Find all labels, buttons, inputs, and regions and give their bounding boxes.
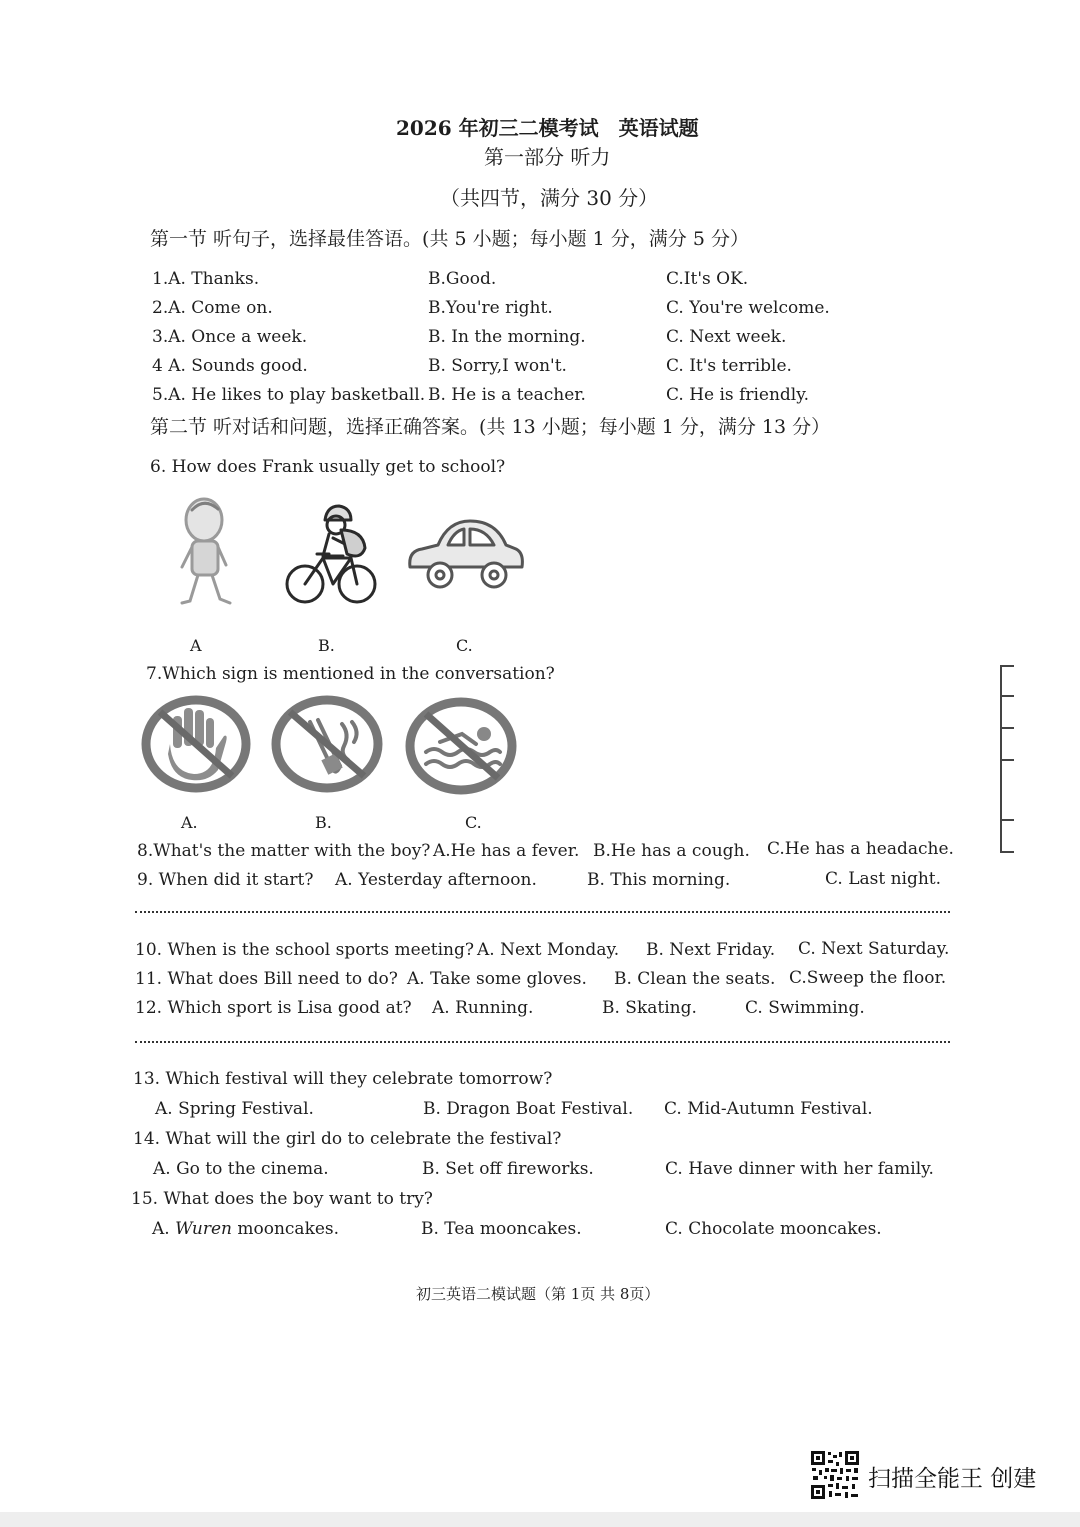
q12-question: 12. Which sport is Lisa good at?: [135, 998, 412, 1018]
q7-label-b: B.: [315, 813, 332, 832]
q15-option-a-italic: Wuren: [175, 1219, 232, 1239]
q3-option-b: B. In the morning.: [428, 327, 586, 347]
q9-option-a: A. Yesterday afternoon.: [335, 870, 537, 890]
section2-heading: 第二节 听对话和问题，选择正确答案。(共 13 小题；每小题 1 分，满分 13 分）: [150, 416, 831, 438]
q4-option-b: B. Sorry,I won't.: [428, 356, 567, 376]
car-icon: [404, 515, 526, 593]
q15-option-b: B. Tea mooncakes.: [421, 1219, 582, 1239]
q1-option-a: 1.A. Thanks.: [152, 269, 260, 289]
q8-option-c: C.He has a headache.: [767, 839, 954, 859]
q10-question: 10. When is the school sports meeting?: [135, 940, 474, 960]
q9-option-c: C. Last night.: [825, 869, 942, 889]
q13-option-a: A. Spring Festival.: [155, 1099, 314, 1119]
q15-option-a-suffix: mooncakes.: [231, 1219, 340, 1239]
section1-heading: 第一节 听句子，选择最佳答语。(共 5 小题；每小题 1 分，满分 5 分）: [150, 228, 749, 250]
q11-option-b: B. Clean the seats.: [614, 969, 776, 989]
q14-option-c: C. Have dinner with her family.: [665, 1159, 934, 1179]
q5-option-a: 5.A. He likes to play basketball.: [152, 385, 426, 405]
walking-boy-icon: [170, 495, 240, 615]
q6-label-a: A: [190, 636, 202, 655]
q8-option-a: A.He has a fever.: [433, 841, 580, 861]
no-touching-sign-icon: [140, 694, 252, 794]
q7-label-c: C.: [465, 813, 482, 832]
exam-title: 2026 年初三二模考试 英语试题: [396, 116, 699, 140]
q7-question: 7.Which sign is mentioned in the conversation?: [146, 664, 555, 684]
q5-option-c: C. He is friendly.: [666, 385, 809, 405]
q12-option-a: A. Running.: [432, 998, 534, 1018]
q15-option-a: [152, 1219, 339, 1239]
q11-option-c: C.Sweep the floor.: [789, 968, 947, 988]
q14-question: 14. What will the girl do to celebrate the festival?: [133, 1129, 562, 1149]
q12-option-b: B. Skating.: [602, 998, 697, 1018]
scanner-watermark-label: 扫描全能王 创建: [868, 1466, 1037, 1492]
q10-option-a: A. Next Monday.: [477, 940, 620, 960]
no-smoking-sign-icon: [270, 694, 385, 794]
q14-option-a: A. Go to the cinema.: [153, 1159, 329, 1179]
q4-option-a: 4 A. Sounds good.: [152, 356, 308, 376]
q8-question: 8.What's the matter with the boy?: [137, 841, 431, 861]
q11-question: 11. What does Bill need to do?: [135, 969, 398, 989]
q15-question: 15. What does the boy want to try?: [131, 1189, 433, 1209]
q10-option-b: B. Next Friday.: [646, 940, 776, 960]
q2-option-c: C. You're welcome.: [666, 298, 830, 318]
q3-option-a: 3.A. Once a week.: [152, 327, 308, 347]
bicycle-rider-icon: [283, 498, 378, 610]
q2-option-a: 2.A. Come on.: [152, 298, 273, 318]
q10-option-c: C. Next Saturday.: [798, 939, 950, 959]
q3-option-c: C. Next week.: [666, 327, 787, 347]
q2-option-b: B.You're right.: [428, 298, 553, 318]
bottom-band: [0, 1512, 1080, 1527]
dotted-divider-1: [135, 911, 950, 913]
q15-option-c: C. Chocolate mooncakes.: [665, 1219, 882, 1239]
q11-option-a: A. Take some gloves.: [407, 969, 587, 989]
no-swimming-sign-icon: [404, 696, 518, 796]
q13-option-c: C. Mid-Autumn Festival.: [664, 1099, 873, 1119]
q6-label-c: C.: [456, 636, 473, 655]
q8-option-b: B.He has a cough.: [593, 841, 750, 861]
score-note: （共四节，满分 30 分）: [440, 186, 659, 210]
part-title: 第一部分 听力: [484, 145, 611, 169]
q4-option-c: C. It's terrible.: [666, 356, 792, 376]
q6-question: 6. How does Frank usually get to school?: [150, 457, 506, 477]
q6-label-b: B.: [318, 636, 335, 655]
q14-option-b: B. Set off fireworks.: [422, 1159, 594, 1179]
q13-question: 13. Which festival will they celebrate tomorrow?: [133, 1069, 553, 1089]
q9-question: 9. When did it start?: [137, 870, 314, 890]
q9-option-b: B. This morning.: [587, 870, 731, 890]
q1-option-b: B.Good.: [428, 269, 497, 289]
qr-code-icon: [810, 1450, 860, 1500]
q15-option-a-prefix: A.: [152, 1219, 176, 1239]
q7-label-a: A.: [181, 813, 198, 832]
q13-option-b: B. Dragon Boat Festival.: [423, 1099, 634, 1119]
dotted-divider-2: [135, 1041, 950, 1043]
margin-bracket: [1000, 665, 1016, 853]
q1-option-c: C.It's OK.: [666, 269, 749, 289]
q12-option-c: C. Swimming.: [745, 998, 865, 1018]
q5-option-b: B. He is a teacher.: [428, 385, 586, 405]
page-footer: 初三英语二模试题（第 1页 共 8页）: [416, 1285, 660, 1303]
